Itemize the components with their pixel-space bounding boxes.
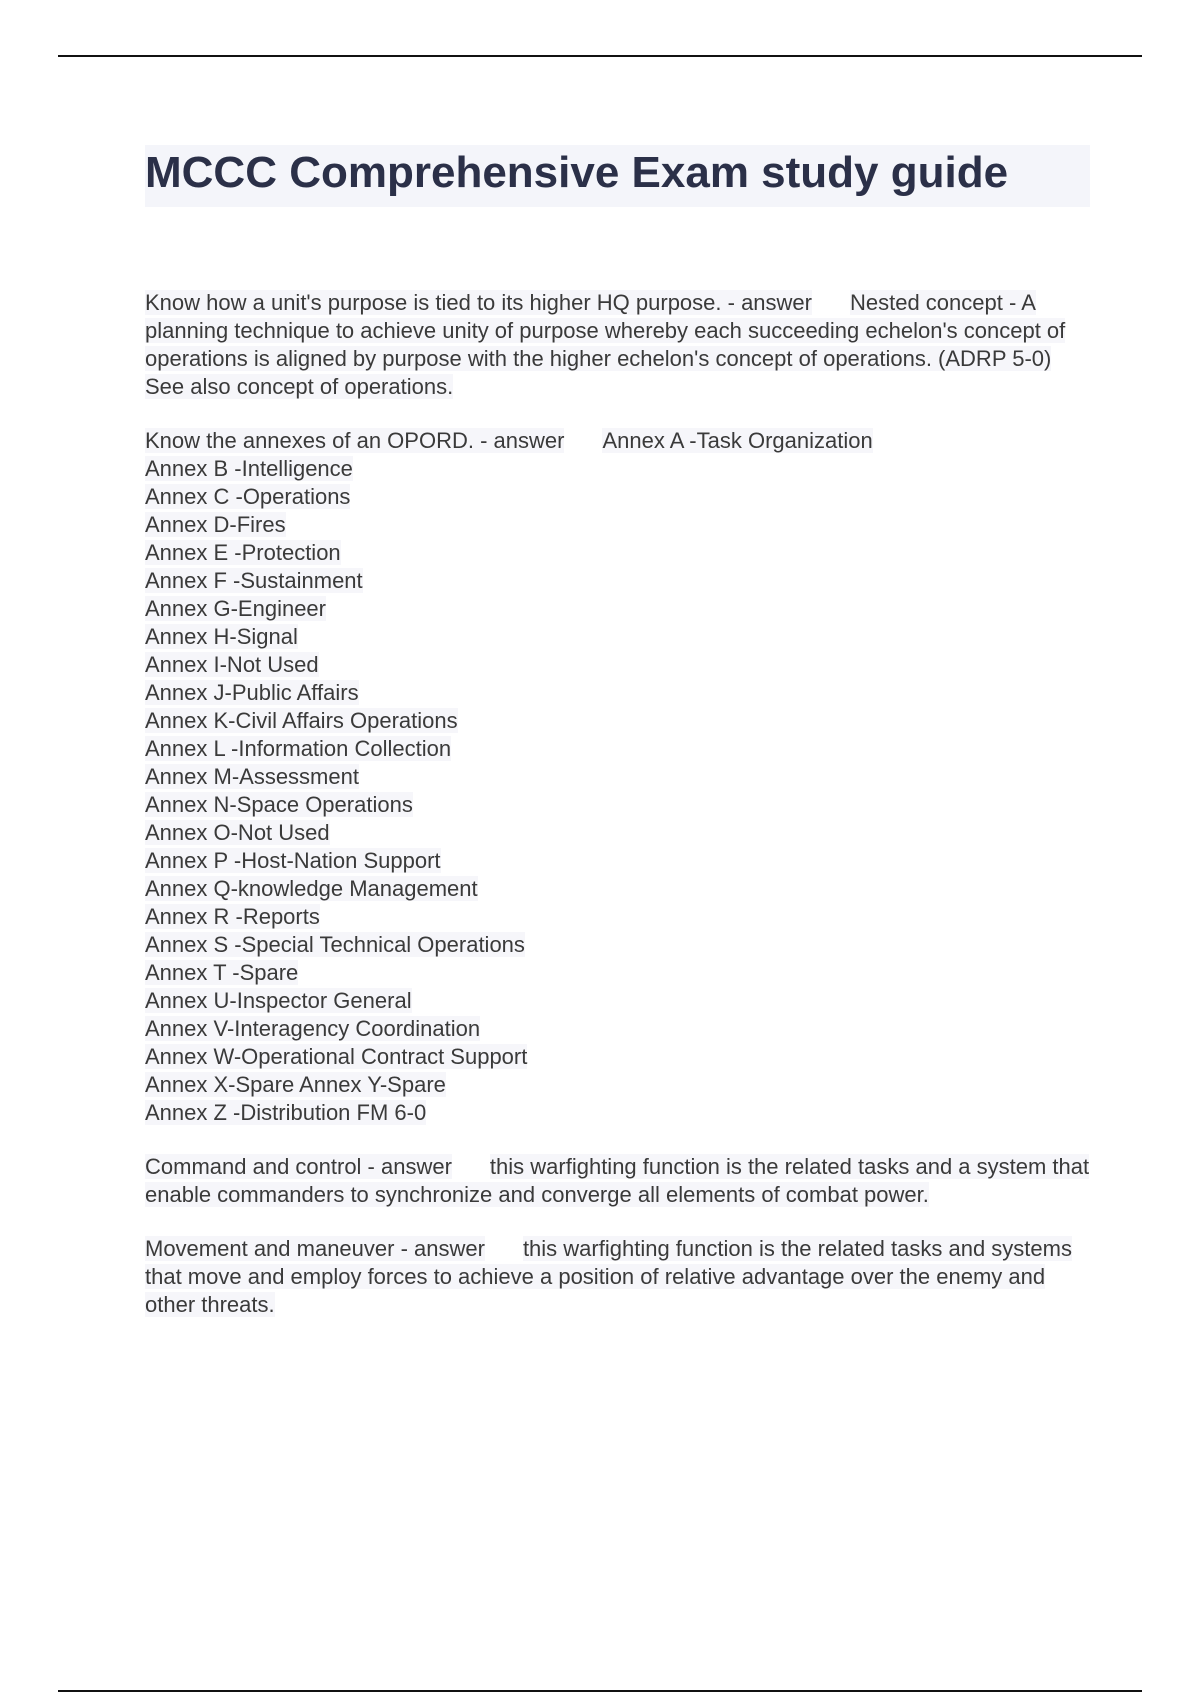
- qa-item-command-and-control: [145, 1153, 1090, 1209]
- annex-item: Annex V-Interagency Coordination: [145, 1016, 481, 1041]
- document-body: [145, 289, 1090, 1319]
- annex-item: Annex C -Operations: [145, 484, 351, 509]
- annex-item: Annex T -Spare: [145, 960, 299, 985]
- qa-item-nested-concept: [145, 289, 1090, 401]
- annex-list: [145, 455, 1090, 1127]
- annex-item: Annex I-Not Used: [145, 652, 319, 677]
- annex-item: Annex N-Space Operations: [145, 792, 413, 817]
- annex-item: Annex K-Civil Affairs Operations: [145, 708, 458, 733]
- annex-item: Annex M-Assessment: [145, 764, 359, 789]
- title-block: [145, 145, 1090, 207]
- page-title: MCCC Comprehensive Exam study guide: [145, 148, 1009, 197]
- qa-item-opord-annexes: [145, 427, 1090, 1127]
- annex-item: Annex F -Sustainment: [145, 568, 363, 593]
- bottom-rule: [58, 1690, 1142, 1692]
- annex-item: Annex H-Signal: [145, 624, 298, 649]
- annex-item: Annex O-Not Used: [145, 820, 330, 845]
- annex-item: Annex Z -Distribution FM 6-0: [145, 1100, 427, 1125]
- annex-item: Annex P -Host-Nation Support: [145, 848, 441, 873]
- annex-item: Annex U-Inspector General: [145, 988, 412, 1013]
- annex-item: Annex B -Intelligence: [145, 456, 353, 481]
- annex-item: Annex E -Protection: [145, 540, 341, 565]
- annex-item: Annex L -Information Collection: [145, 736, 452, 761]
- annex-item: Annex J-Public Affairs: [145, 680, 359, 705]
- document-content: [145, 145, 1090, 1345]
- answer-text: this warfighting function is the related tasks and a system that enable commanders to synchronize and converge all elements of combat power.: [145, 1154, 1090, 1207]
- annex-item: Annex S -Special Technical Operations: [145, 932, 525, 957]
- annex-item: Annex R -Reports: [145, 904, 320, 929]
- annex-item: Annex D-Fires: [145, 512, 286, 537]
- question-text: Movement and maneuver - answer: [145, 1236, 485, 1261]
- question-text: Know the annexes of an OPORD. - answer: [145, 428, 565, 453]
- annex-item: Annex G-Engineer: [145, 596, 326, 621]
- question-text: Know how a unit's purpose is tied to its higher HQ purpose. - answer: [145, 290, 812, 315]
- annex-item: Annex X-Spare Annex Y-Spare: [145, 1072, 446, 1097]
- annex-item: Annex Q-knowledge Management: [145, 876, 478, 901]
- top-rule: [58, 55, 1142, 57]
- qa-item-movement-and-maneuver: [145, 1235, 1090, 1319]
- question-text: Command and control - answer: [145, 1154, 452, 1179]
- annex-item: Annex W-Operational Contract Support: [145, 1044, 528, 1069]
- answer-text: this warfighting function is the related tasks and systems that move and employ forces to achieve a position of relative advantage over the enemy and other threats.: [145, 1236, 1072, 1317]
- annex-item: Annex A -Task Organization: [602, 428, 873, 453]
- answer-text: Nested concept - A planning technique to achieve unity of purpose whereby each succeeding echelon's concept of operations is aligned by purpose with the higher echelon's concept of operations. (ADRP 5-0) See also concept of operations.: [145, 290, 1066, 399]
